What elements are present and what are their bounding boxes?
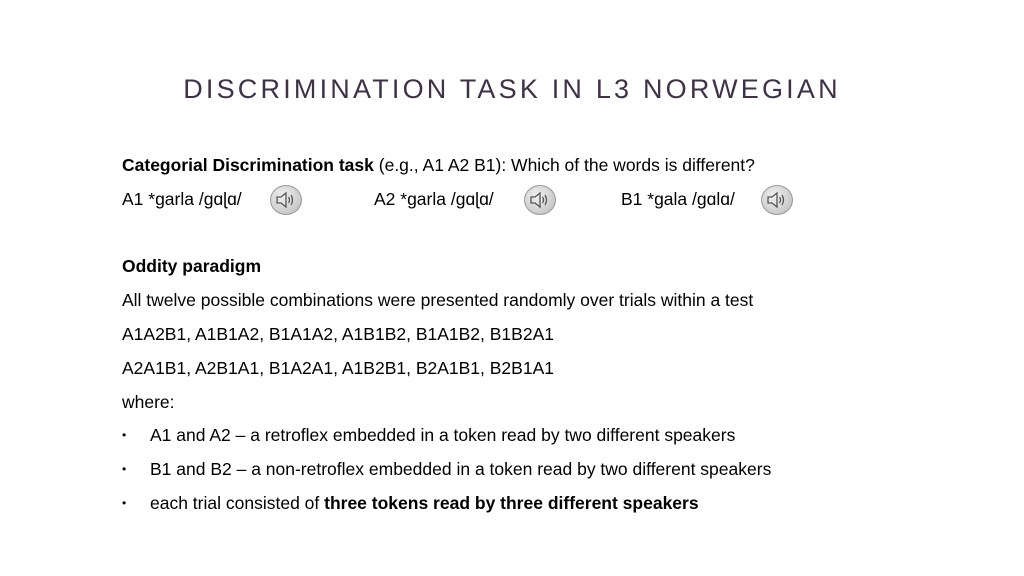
bullet-icon: • [122,495,127,510]
slide-body [122,149,942,521]
slide-title: DISCRIMINATION TASK IN L3 NORWEGIAN [183,74,841,104]
spacer [122,217,942,251]
oddity-line-3: A2A1B1, A2B1A1, B1A2A1, A1B2B1, B2A1B1, B2B1A1 [122,357,554,378]
bullet-icon: • [122,462,127,477]
bullet-text: B1 and B2 – a non-retroflex embedded in a token read by two different speakers [150,459,772,480]
bullet-item [122,453,942,487]
task-description: (e.g., A1 A2 B1): Which of the words is different? [373,155,755,175]
bullet-text-bold: three tokens read by three different speakers [324,492,699,513]
where-label: where: [122,391,175,412]
oddity-line-1: All twelve possible combinations were presented randomly over trials within a test [122,290,754,311]
speaker-icon[interactable] [524,185,556,215]
bullet-item [122,419,942,453]
bullet-text: A1 and A2 – a retroflex embedded in a token read by two different speakers [150,425,736,446]
oddity-line-2: A1A2B1, A1B1A2, B1A1A2, A1B1B2, B1A1B2, B1B2A1 [122,323,554,344]
audio-row [122,183,942,217]
task-line [122,149,942,183]
audio-item-a2-label: A2 *garla /gɑɭɑ/ [374,188,494,209]
audio-item-b1-label: B1 *gala /gɑlɑ/ [621,188,735,209]
bullet-text-plain: each trial consisted of [150,492,325,513]
speaker-icon[interactable] [270,185,302,215]
task-label: Categorial Discrimination task [122,155,374,175]
bullet-item [122,487,942,521]
bullet-icon: • [122,428,127,443]
speaker-icon[interactable] [761,185,793,215]
oddity-heading: Oddity paradigm [122,256,262,277]
audio-item-a1-label: A1 *garla /gɑɭɑ/ [122,188,242,209]
bullet-text [150,487,699,521]
